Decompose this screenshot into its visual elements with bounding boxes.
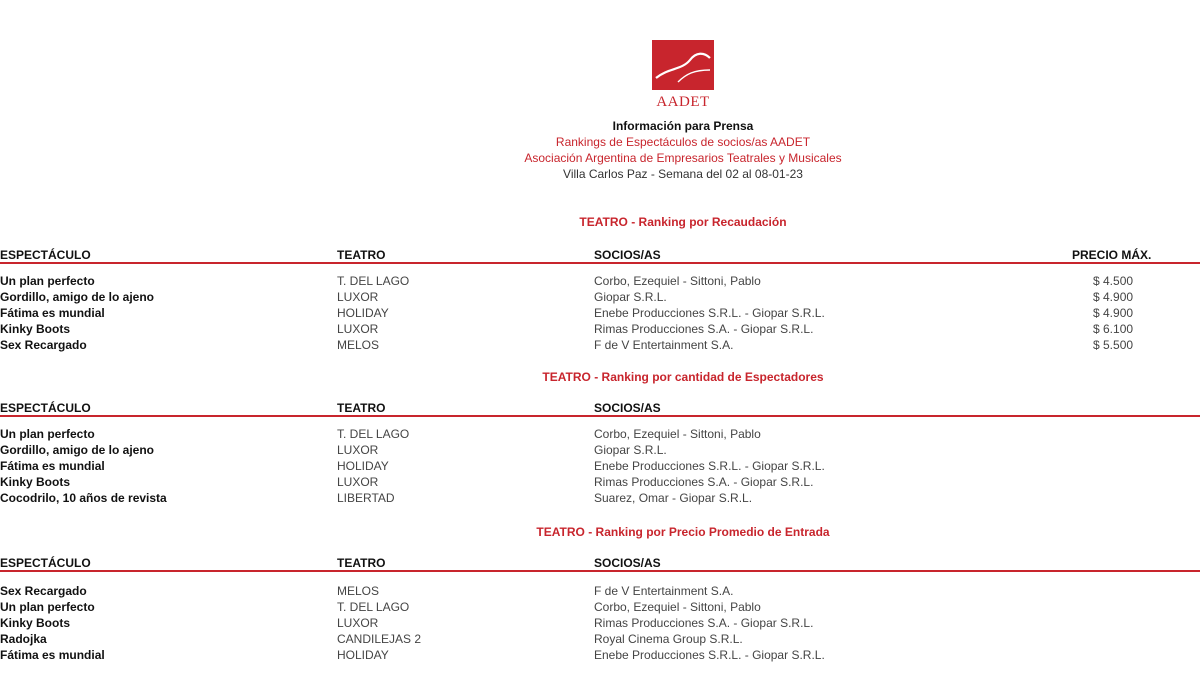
week-range: Villa Carlos Paz - Semana del 02 al 08-01-23 bbox=[563, 167, 803, 181]
col-header-socios: SOCIOS/AS bbox=[594, 401, 661, 415]
theater-name: T. DEL LAGO bbox=[337, 427, 410, 441]
section-divider bbox=[0, 262, 1200, 264]
table-row bbox=[0, 306, 1200, 322]
press-info-title: Información para Prensa bbox=[612, 119, 754, 133]
partners: F de V Entertainment S.A. bbox=[594, 338, 734, 352]
logo-emblem-icon bbox=[652, 40, 714, 90]
show-name: Un plan perfecto bbox=[0, 427, 95, 441]
col-header-show: ESPECTÁCULO bbox=[0, 556, 91, 570]
theater-name: LUXOR bbox=[337, 290, 379, 304]
theater-name: MELOS bbox=[337, 584, 380, 598]
show-name: Kinky Boots bbox=[0, 616, 71, 630]
show-name: Fátima es mundial bbox=[0, 306, 105, 320]
section-title-precio-promedio: TEATRO - Ranking por Precio Promedio de Entrada bbox=[536, 525, 830, 539]
theater-name: HOLIDAY bbox=[337, 306, 389, 320]
show-name: Radojka bbox=[0, 632, 47, 646]
show-name: Sex Recargado bbox=[0, 338, 87, 352]
partners: F de V Entertainment S.A. bbox=[594, 584, 734, 598]
col-header-teatro: TEATRO bbox=[337, 248, 386, 262]
table-row bbox=[0, 475, 1200, 491]
partners: Rimas Producciones S.A. - Giopar S.R.L. bbox=[594, 322, 814, 336]
table-row bbox=[0, 290, 1200, 306]
partners: Enebe Producciones S.R.L. - Giopar S.R.L. bbox=[594, 306, 825, 320]
theater-name: T. DEL LAGO bbox=[337, 600, 410, 614]
logo-text: AADET bbox=[656, 94, 710, 110]
aadet-logo bbox=[652, 40, 714, 111]
partners: Enebe Producciones S.R.L. - Giopar S.R.L. bbox=[594, 459, 825, 473]
section-title-espectadores: TEATRO - Ranking por cantidad de Espectadores bbox=[542, 370, 824, 384]
table-row bbox=[0, 459, 1200, 475]
table-row bbox=[0, 616, 1200, 632]
partners: Enebe Producciones S.R.L. - Giopar S.R.L. bbox=[594, 648, 825, 662]
partners: Royal Cinema Group S.R.L. bbox=[594, 632, 743, 646]
theater-name: HOLIDAY bbox=[337, 459, 389, 473]
col-header-show: ESPECTÁCULO bbox=[0, 401, 91, 415]
theater-name: CANDILEJAS 2 bbox=[337, 632, 422, 646]
partners: Suarez, Omar - Giopar S.R.L. bbox=[594, 491, 753, 505]
partners: Giopar S.R.L. bbox=[594, 290, 667, 304]
partners: Corbo, Ezequiel - Sittoni, Pablo bbox=[594, 600, 761, 614]
table-row bbox=[0, 443, 1200, 459]
theater-name: LIBERTAD bbox=[337, 491, 395, 505]
table-row bbox=[0, 632, 1200, 648]
table-row bbox=[0, 427, 1200, 443]
show-name: Kinky Boots bbox=[0, 475, 71, 489]
col-header-teatro: TEATRO bbox=[337, 556, 386, 570]
col-header-precio: PRECIO MÁX. bbox=[1072, 248, 1152, 262]
table-row bbox=[0, 584, 1200, 600]
theater-name: T. DEL LAGO bbox=[337, 274, 410, 288]
max-price: $ 5.500 bbox=[1093, 338, 1134, 352]
col-header-socios: SOCIOS/AS bbox=[594, 248, 661, 262]
table-row bbox=[0, 648, 1200, 664]
partners: Rimas Producciones S.A. - Giopar S.R.L. bbox=[594, 475, 814, 489]
section-title-recaudacion: TEATRO - Ranking por Recaudación bbox=[579, 215, 787, 229]
show-name: Fátima es mundial bbox=[0, 459, 105, 473]
show-name: Sex Recargado bbox=[0, 584, 87, 598]
theater-name: LUXOR bbox=[337, 443, 379, 457]
theater-name: MELOS bbox=[337, 338, 380, 352]
theater-name: LUXOR bbox=[337, 616, 379, 630]
show-name: Un plan perfecto bbox=[0, 274, 95, 288]
show-name: Kinky Boots bbox=[0, 322, 71, 336]
show-name: Gordillo, amigo de lo ajeno bbox=[0, 290, 155, 304]
rankings-subtitle: Rankings de Espectáculos de socios/as AADET bbox=[555, 135, 811, 149]
table-row bbox=[0, 322, 1200, 338]
max-price: $ 4.500 bbox=[1093, 274, 1134, 288]
col-header-show: ESPECTÁCULO bbox=[0, 248, 91, 262]
table-row bbox=[0, 338, 1200, 354]
max-price: $ 6.100 bbox=[1093, 322, 1134, 336]
theater-name: LUXOR bbox=[337, 322, 379, 336]
max-price: $ 4.900 bbox=[1093, 290, 1134, 304]
theater-name: HOLIDAY bbox=[337, 648, 389, 662]
section-divider bbox=[0, 415, 1200, 417]
section-divider bbox=[0, 570, 1200, 572]
table-row bbox=[0, 491, 1200, 507]
theater-name: LUXOR bbox=[337, 475, 379, 489]
col-header-socios: SOCIOS/AS bbox=[594, 556, 661, 570]
max-price: $ 4.900 bbox=[1093, 306, 1134, 320]
table-row bbox=[0, 600, 1200, 616]
show-name: Fátima es mundial bbox=[0, 648, 105, 662]
show-name: Cocodrilo, 10 años de revista bbox=[0, 491, 167, 505]
show-name: Un plan perfecto bbox=[0, 600, 95, 614]
partners: Giopar S.R.L. bbox=[594, 443, 667, 457]
association-name: Asociación Argentina de Empresarios Teatrales y Musicales bbox=[524, 151, 842, 165]
partners: Rimas Producciones S.A. - Giopar S.R.L. bbox=[594, 616, 814, 630]
partners: Corbo, Ezequiel - Sittoni, Pablo bbox=[594, 427, 761, 441]
col-header-teatro: TEATRO bbox=[337, 401, 386, 415]
show-name: Gordillo, amigo de lo ajeno bbox=[0, 443, 155, 457]
partners: Corbo, Ezequiel - Sittoni, Pablo bbox=[594, 274, 761, 288]
table-row bbox=[0, 274, 1200, 290]
